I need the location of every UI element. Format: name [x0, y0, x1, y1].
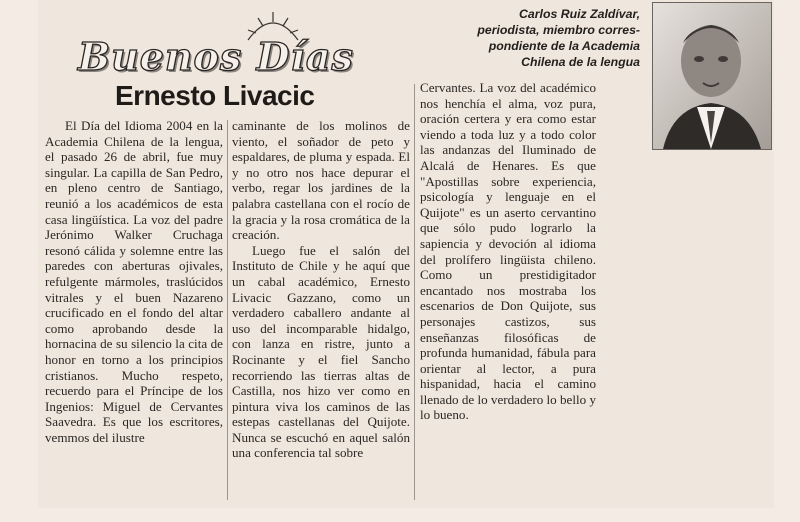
- article-paragraph: Luego fue el salón del Instituto de Chile y he aquí que un cabal académico, Ernesto Livacic Gazzano, como un verdadero caballero andante al uso del incomparable hidalgo, con lanza en ristre, junto a Rocinante y el fiel Sancho recorriendo las tierras altas de Castilla, nos hizo ver como en pintura viva los caminos de las estepas castellanas del Quijote. Nunca se escuchó en aquel salón una conferencia tal sobre: [232, 242, 410, 461]
- byline-line: Chilena de la lengua: [521, 55, 640, 69]
- column-divider: [414, 84, 415, 500]
- masthead-title: Buenos Días: [78, 34, 354, 79]
- article-paragraph: El Día del Idioma 2004 en la Academia Chilena de la lengua, el pasado 26 de abril, fue muy singular. La capilla de San Pedro, en pleno centro de Santiago, reunió a los académicos de esta casa lingüística. La voz del padre Jerónimo Walker Cruchaga resonó cálida y solemne entre las paredes con aberturas ojivales, refulgente mármoles, traslúcidos vitrales y el buen Nazareno crucificado en el fondo del altar como aprobando desde la hornacina de su silencio la cita de honor en torno a los principios cristianos. Mucho respeto, recuerdo para el Príncipe de los Ingenios: Miguel de Cervantes Saavedra. Es que los escritores, vemmos del ilustre: [45, 118, 223, 445]
- author-portrait-photo: [652, 2, 772, 150]
- article-headline: Ernesto Livacic: [115, 80, 315, 111]
- article-paragraph: caminante de los molinos de viento, el soñador de peto y espaldares, de pluma y espada. El y no otro nos hace depurar el verbo, regar los jardines de la palabra castellana con el rocío de la gracia y la rosa cromática de la creación.: [232, 118, 410, 243]
- article-column-2: [232, 118, 410, 461]
- portrait-photo: [653, 3, 771, 149]
- article-column-3: [420, 80, 596, 423]
- article-column-1: [45, 118, 223, 445]
- article-paragraph: Cervantes. La voz del académico nos henchía el alma, voz pura, oración certera y era como estar viendo a toda luz y a todo color las andanzas del Iluminado de Alcalá de Henares. Es que "Apostillas sobre experiencia, psicología y lenguaje en el Quijote" es un aserto cervantino que sólo pudo lograrlo la sapiencia y devoción al idioma del prolífero lingüista chileno. Como un prestidigitador encantado nos mostraba los escenarios de Don Quijote, sus personajes castizos, sus enseñanzas filosóficas de profunda humanidad, fábula para orientar al lector, a pura hispanidad, hacia el camino llenado de lo verdadero lo bello y lo bueno.: [420, 80, 596, 423]
- byline-line: pondiente de la Academia: [488, 39, 640, 53]
- masthead: [78, 28, 408, 84]
- byline: [400, 6, 640, 70]
- byline-line: Carlos Ruiz Zaldívar,: [519, 7, 640, 21]
- byline-line: periodista, miembro corres-: [477, 23, 640, 37]
- column-divider: [227, 120, 228, 500]
